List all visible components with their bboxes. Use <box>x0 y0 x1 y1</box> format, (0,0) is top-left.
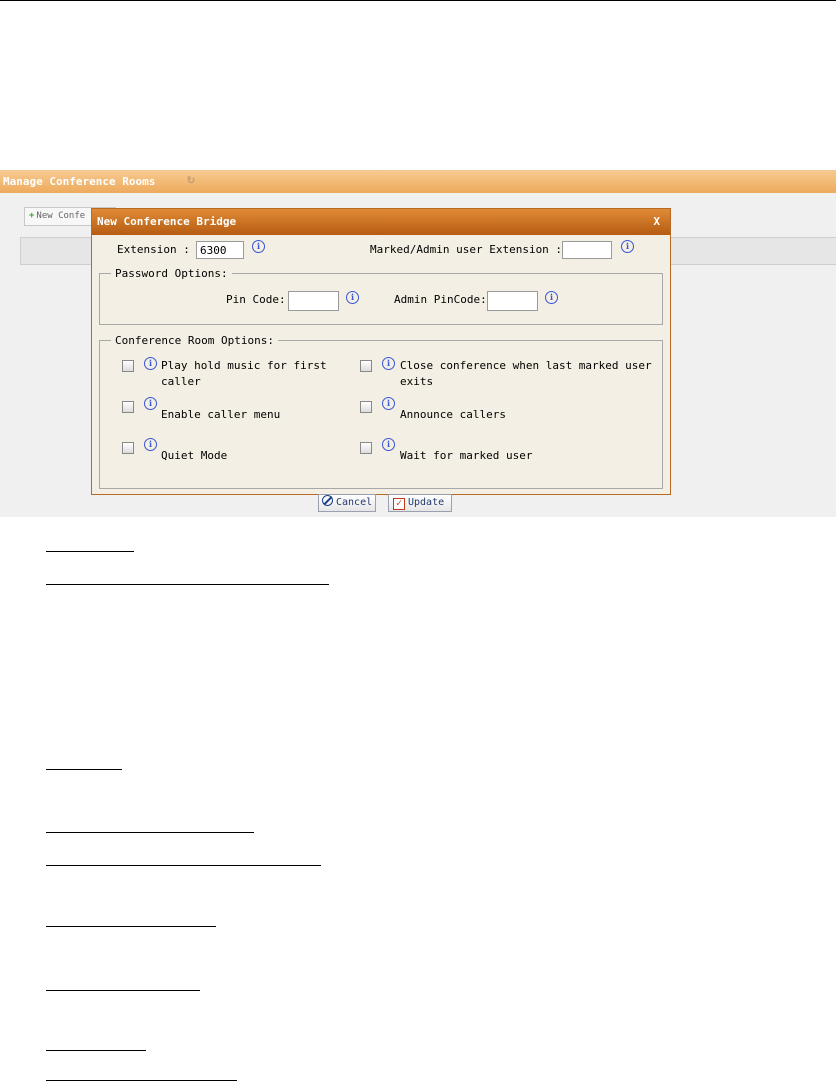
refresh-icon[interactable]: ↻ <box>187 172 195 187</box>
new-conference-dialog <box>91 208 671 495</box>
link-underline[interactable] <box>46 926 216 927</box>
link-underline[interactable] <box>46 551 134 552</box>
link-underline[interactable] <box>46 990 200 991</box>
link-underline[interactable] <box>46 584 329 585</box>
caller-menu-label: Enable caller menu <box>161 408 281 421</box>
check-icon: ✓ <box>393 498 405 510</box>
wait-marked-checkbox[interactable] <box>360 442 372 454</box>
cancel-icon <box>322 495 333 506</box>
quiet-mode-info-icon[interactable]: i <box>144 438 157 451</box>
pin-code-label: Pin Code: <box>226 293 286 306</box>
cancel-label: Cancel <box>336 497 373 508</box>
quiet-mode-checkbox[interactable] <box>122 442 134 454</box>
link-underline[interactable] <box>46 1080 237 1081</box>
link-underline[interactable] <box>46 769 122 770</box>
update-button[interactable] <box>388 494 452 512</box>
pin-code-input[interactable] <box>288 291 339 311</box>
room-options-legend: Conference Room Options: <box>111 334 278 347</box>
pin-code-info-icon[interactable]: i <box>346 291 359 304</box>
announce-callers-checkbox[interactable] <box>360 401 372 413</box>
quiet-mode-label: Quiet Mode <box>161 449 228 462</box>
hold-music-label: Play hold music for first caller <box>161 359 327 388</box>
link-underline[interactable] <box>46 865 321 866</box>
caller-menu-checkbox[interactable] <box>122 401 134 413</box>
marked-admin-input[interactable] <box>562 241 612 259</box>
hold-music-checkbox[interactable] <box>122 360 134 372</box>
admin-pin-info-icon[interactable]: i <box>545 291 558 304</box>
marked-admin-info-icon[interactable]: i <box>621 240 634 253</box>
link-underline[interactable] <box>46 1050 146 1051</box>
cancel-button[interactable] <box>318 494 376 512</box>
password-options-group <box>99 273 663 325</box>
close-conference-label: Close conference when last marked user exits <box>400 359 652 388</box>
password-options-legend: Password Options: <box>111 267 232 280</box>
extension-label: Extension : <box>117 243 190 256</box>
admin-pin-label: Admin PinCode: <box>394 293 487 306</box>
admin-pin-input[interactable] <box>487 291 538 311</box>
extension-info-icon[interactable]: i <box>252 240 265 253</box>
hold-music-info-icon[interactable]: i <box>144 357 157 370</box>
dialog-title: New Conference Bridge <box>97 215 237 228</box>
wait-marked-label: Wait for marked user <box>400 449 533 462</box>
new-conference-label: New Confe <box>36 211 86 221</box>
page-header-bar <box>0 170 836 194</box>
close-button[interactable]: X <box>653 215 660 228</box>
wait-marked-info-icon[interactable]: i <box>382 438 395 451</box>
update-label: Update <box>408 497 445 508</box>
top-rule <box>0 0 836 1</box>
caller-menu-info-icon[interactable]: i <box>144 397 157 410</box>
announce-callers-label: Announce callers <box>400 408 506 421</box>
extension-input[interactable] <box>196 241 244 259</box>
marked-admin-label: Marked/Admin user Extension : <box>370 243 563 256</box>
announce-callers-info-icon[interactable]: i <box>382 397 395 410</box>
link-underline[interactable] <box>46 832 254 833</box>
page-title: Manage Conference Rooms <box>3 175 156 188</box>
dialog-title-bar[interactable] <box>92 209 670 235</box>
close-conference-info-icon[interactable]: i <box>382 357 395 370</box>
close-conference-checkbox[interactable] <box>360 360 372 372</box>
plus-icon: + <box>29 211 35 221</box>
